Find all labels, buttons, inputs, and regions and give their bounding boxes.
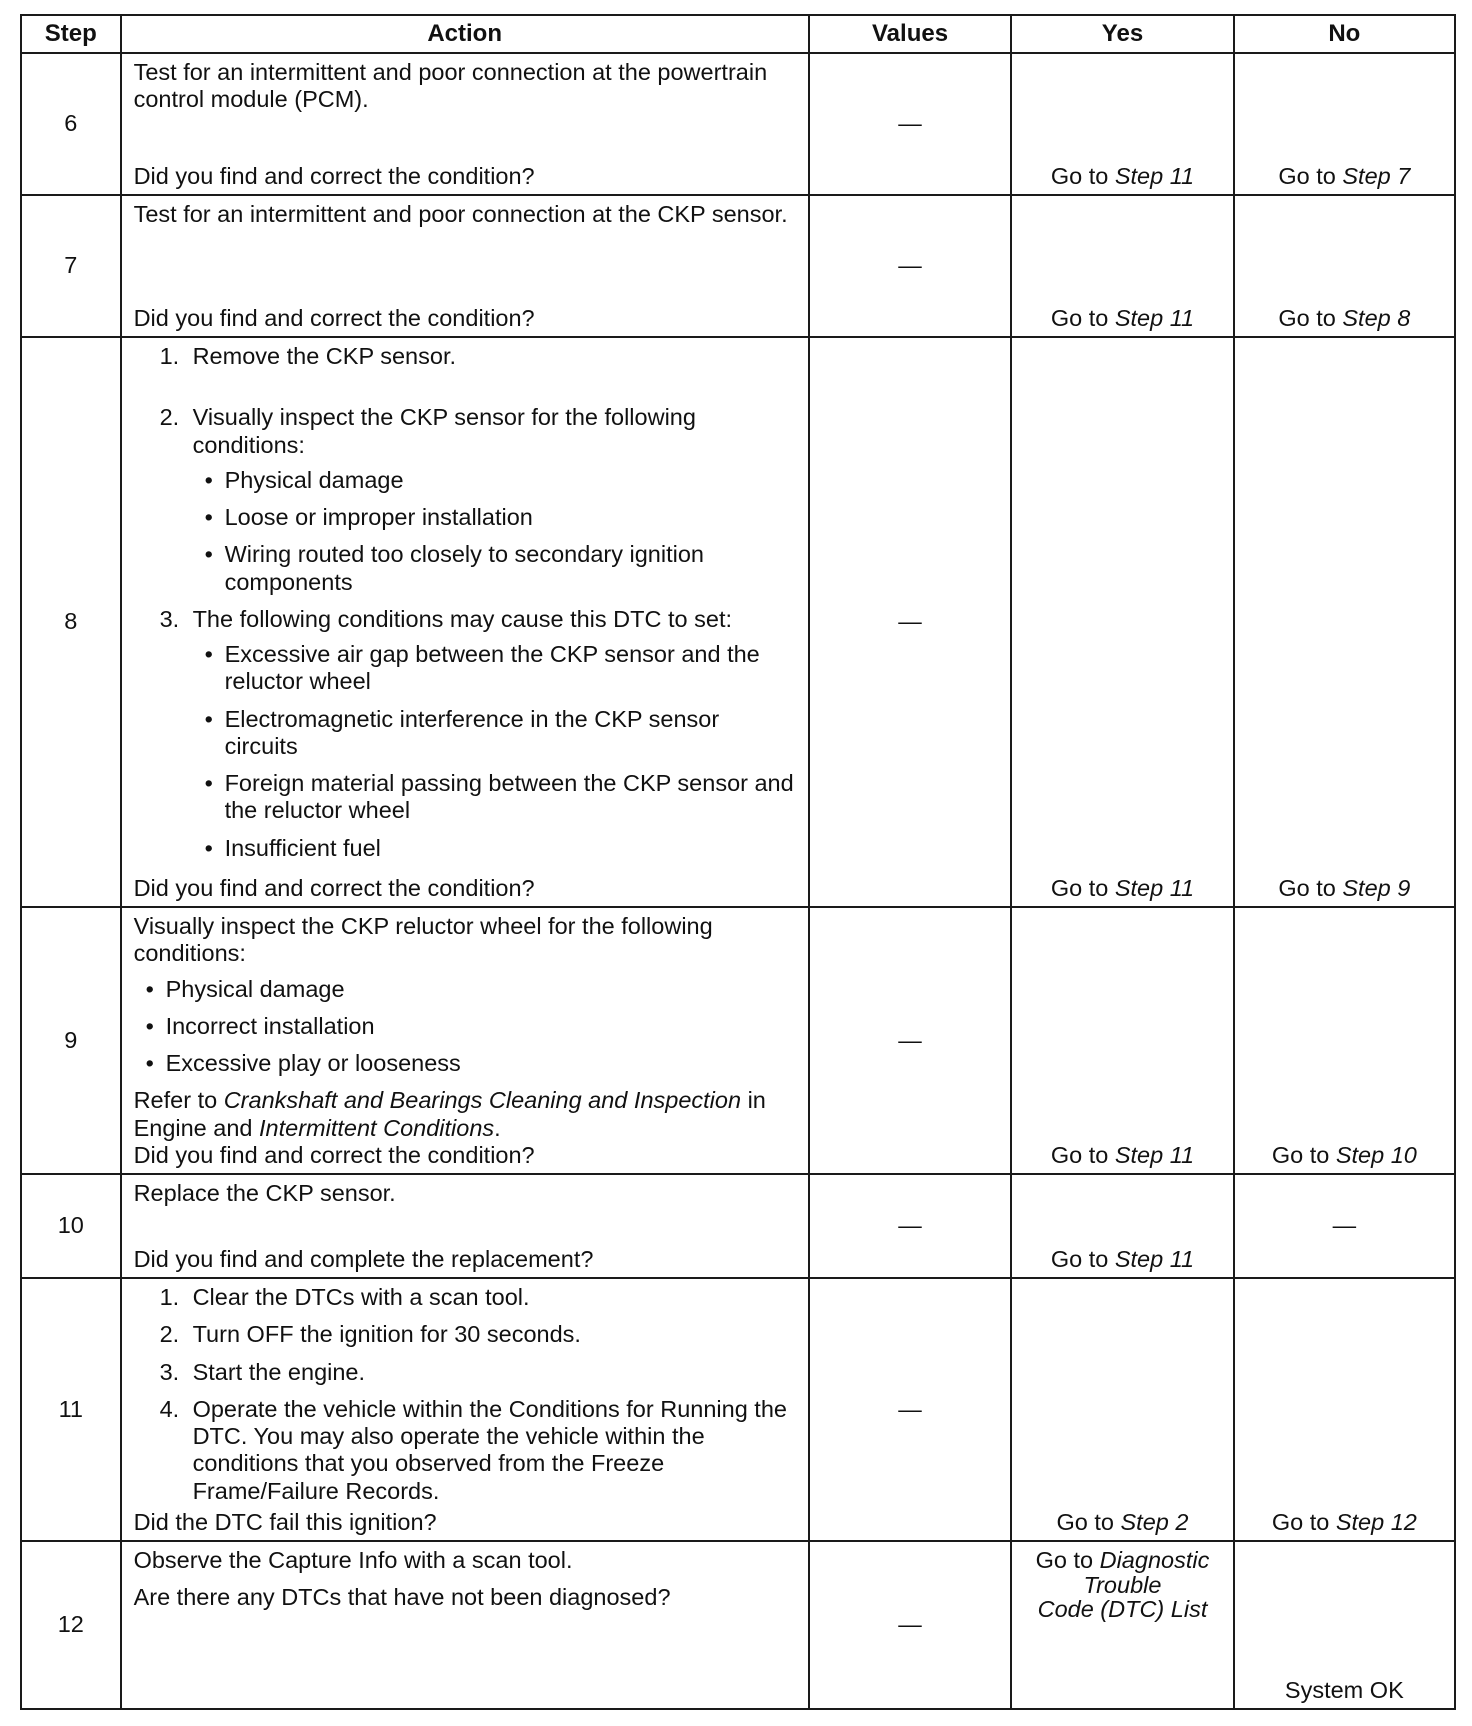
no-cell bbox=[1234, 337, 1455, 907]
values-cell: — bbox=[809, 907, 1011, 1174]
yes-cell bbox=[1011, 907, 1233, 1174]
list-item bbox=[160, 1396, 794, 1505]
step-link-number: 2 bbox=[1175, 1508, 1189, 1535]
action-question: Did you find and complete the replacement? bbox=[133, 1245, 594, 1272]
action-cell bbox=[121, 195, 809, 337]
item-number: 2. bbox=[159, 1321, 180, 1348]
item-text: Remove the CKP sensor. bbox=[192, 343, 457, 369]
step-row-9 bbox=[21, 907, 1455, 1174]
refer-label: Refer to bbox=[133, 1087, 218, 1114]
step-number: 8 bbox=[21, 337, 121, 907]
go-to-text: Go to bbox=[1271, 1141, 1330, 1168]
diagnostic-link-line1[interactable]: Diagnostic bbox=[1099, 1547, 1210, 1573]
step-number: 9 bbox=[21, 907, 121, 1174]
bullet-item: • Excessive air gap between the CKP sensor and the reluctor wheel bbox=[193, 641, 794, 696]
list-item bbox=[160, 1321, 794, 1348]
header-row bbox=[21, 15, 1455, 53]
header-action: Action bbox=[121, 15, 809, 53]
yes-cell bbox=[1011, 195, 1233, 337]
diagnostic-link-line2[interactable]: Trouble bbox=[1083, 1571, 1162, 1598]
step-link-number: 8 bbox=[1397, 304, 1411, 331]
yes-cell bbox=[1011, 1174, 1233, 1278]
yes-cell bbox=[1011, 337, 1233, 907]
step-row-11 bbox=[21, 1278, 1455, 1541]
diagnostic-link-line3[interactable]: Code (DTC) List bbox=[1037, 1596, 1208, 1623]
values-cell: — bbox=[809, 1278, 1011, 1541]
header-yes: Yes bbox=[1011, 15, 1233, 53]
step-link-number: 11 bbox=[1169, 874, 1195, 901]
list-item bbox=[160, 1359, 794, 1386]
go-to-text: Go to bbox=[1050, 1245, 1109, 1272]
step-link-number: 11 bbox=[1169, 162, 1195, 189]
refer-end: . bbox=[494, 1114, 501, 1141]
refer-mid: in Engine and bbox=[133, 1087, 766, 1141]
go-to-text: Go to bbox=[1050, 1141, 1109, 1168]
reference-link-intermittent[interactable]: Intermittent Conditions bbox=[259, 1114, 495, 1141]
yes-cell bbox=[1011, 53, 1233, 195]
item-number: 2. bbox=[159, 404, 180, 431]
action-cell bbox=[121, 1541, 809, 1709]
yes-cell bbox=[1011, 1541, 1233, 1709]
numbered-list bbox=[134, 1284, 794, 1509]
action-question: Are there any DTCs that have not been diagnosed? bbox=[133, 1584, 671, 1611]
step-link-number: 9 bbox=[1397, 874, 1411, 901]
numbered-list bbox=[134, 343, 794, 872]
values-cell: — bbox=[809, 1174, 1011, 1278]
step-link-label: Step bbox=[1342, 874, 1391, 901]
bullet-item: • Incorrect installation bbox=[134, 1013, 794, 1040]
step-link-label: Step bbox=[1114, 1245, 1164, 1272]
no-cell bbox=[1234, 53, 1455, 195]
step-number: 6 bbox=[21, 53, 121, 195]
step-link-label: Step bbox=[1114, 1141, 1164, 1168]
action-text: Test for an intermittent and poor connection at the powertrain control module (PCM). bbox=[133, 59, 768, 113]
action-cell bbox=[121, 337, 809, 907]
go-to-text: Go to bbox=[1035, 1547, 1094, 1573]
header-no: No bbox=[1234, 15, 1455, 53]
step-link-number: 11 bbox=[1169, 1141, 1195, 1168]
step-link-label: Step bbox=[1342, 162, 1391, 189]
go-to-text: Go to bbox=[1278, 162, 1336, 189]
step-row-8 bbox=[21, 337, 1455, 907]
go-to-text: Go to bbox=[1278, 304, 1336, 331]
item-number: 1. bbox=[159, 343, 180, 369]
list-item bbox=[160, 606, 794, 862]
step-link-number: 11 bbox=[1169, 1245, 1195, 1272]
step-link-number: 11 bbox=[1169, 304, 1195, 331]
step-number: 11 bbox=[21, 1278, 121, 1541]
step-link-label: Step bbox=[1120, 1508, 1169, 1535]
step-link-number: 12 bbox=[1390, 1508, 1417, 1535]
item-text: Operate the vehicle within the Conditions for Running the DTC. You may also operate the vehicle within the conditions that you observed from the Freeze Frame/Failure Records. bbox=[192, 1395, 787, 1504]
action-question: Did you find and correct the condition? bbox=[133, 304, 535, 331]
reference-link-crankshaft[interactable]: Crankshaft and Bearings Cleaning and Inspection bbox=[223, 1087, 742, 1114]
step-row-12 bbox=[21, 1541, 1455, 1709]
bullet-item: • Physical damage bbox=[193, 467, 794, 494]
reference-text bbox=[134, 1087, 794, 1142]
action-text: Test for an intermittent and poor connection at the CKP sensor. bbox=[133, 201, 788, 227]
step-link-label: Step bbox=[1342, 304, 1391, 331]
step-row-10 bbox=[21, 1174, 1455, 1278]
header-step: Step bbox=[21, 15, 121, 53]
action-question: Did the DTC fail this ignition? bbox=[133, 1508, 437, 1535]
no-cell bbox=[1234, 195, 1455, 337]
go-to-text: Go to bbox=[1278, 874, 1336, 901]
values-cell: — bbox=[809, 53, 1011, 195]
step-link-label: Step bbox=[1114, 874, 1164, 901]
step-number: 10 bbox=[21, 1174, 121, 1278]
no-cell: System OK bbox=[1234, 1541, 1455, 1709]
item-text: Start the engine. bbox=[192, 1358, 366, 1385]
no-cell: — bbox=[1234, 1174, 1455, 1278]
go-to-text: Go to bbox=[1056, 1508, 1114, 1535]
action-cell bbox=[121, 1278, 809, 1541]
action-cell bbox=[121, 907, 809, 1174]
action-cell bbox=[121, 1174, 809, 1278]
step-row-7 bbox=[21, 195, 1455, 337]
go-to-text: Go to bbox=[1050, 162, 1109, 189]
go-to-text: Go to bbox=[1271, 1508, 1330, 1535]
action-text: Replace the CKP sensor. bbox=[133, 1180, 396, 1206]
step-number: 7 bbox=[21, 195, 121, 337]
bullet-item: • Wiring routed too closely to secondary ignition components bbox=[193, 541, 794, 596]
bullet-list bbox=[193, 641, 794, 862]
values-cell: — bbox=[809, 337, 1011, 907]
action-question: Did you find and correct the condition? bbox=[133, 874, 535, 901]
action-cell bbox=[121, 53, 809, 195]
header-values: Values bbox=[809, 15, 1011, 53]
list-item bbox=[160, 343, 794, 394]
bullet-item: • Electromagnetic interference in the CKP sensor circuits bbox=[193, 706, 794, 761]
step-link-number: 10 bbox=[1390, 1141, 1417, 1168]
bullet-item: • Insufficient fuel bbox=[193, 835, 794, 862]
bullet-item: • Physical damage bbox=[134, 976, 794, 1003]
item-number: 4. bbox=[159, 1395, 180, 1422]
diagnostic-steps-table bbox=[20, 14, 1456, 1710]
bullet-item: • Excessive play or looseness bbox=[134, 1050, 794, 1077]
values-cell: — bbox=[809, 1541, 1011, 1709]
action-text: Visually inspect the CKP reluctor wheel for the following conditions: bbox=[133, 913, 713, 967]
item-text: Turn OFF the ignition for 30 seconds. bbox=[192, 1321, 581, 1348]
action-question: Did you find and correct the condition? bbox=[133, 162, 535, 189]
values-cell: — bbox=[809, 195, 1011, 337]
no-cell bbox=[1234, 1278, 1455, 1541]
go-to-text: Go to bbox=[1050, 874, 1109, 901]
no-cell bbox=[1234, 907, 1455, 1174]
step-link-label: Step bbox=[1335, 1508, 1385, 1535]
yes-cell bbox=[1011, 1278, 1233, 1541]
step-number: 12 bbox=[21, 1541, 121, 1709]
bullet-list bbox=[134, 976, 794, 1082]
step-link-label: Step bbox=[1114, 304, 1164, 331]
action-text: Observe the Capture Info with a scan tool. bbox=[133, 1547, 573, 1573]
list-item bbox=[160, 1284, 794, 1311]
item-text: The following conditions may cause this DTC to set: bbox=[192, 605, 733, 632]
action-question: Did you find and correct the condition? bbox=[133, 1141, 535, 1168]
item-number: 3. bbox=[159, 1358, 180, 1385]
go-to-text: Go to bbox=[1050, 304, 1109, 331]
bullet-item: • Loose or improper installation bbox=[193, 504, 794, 531]
list-item bbox=[160, 404, 794, 596]
item-number: 1. bbox=[159, 1284, 180, 1310]
item-number: 3. bbox=[159, 605, 180, 632]
item-text: Visually inspect the CKP sensor for the following conditions: bbox=[192, 404, 696, 458]
step-row-6 bbox=[21, 53, 1455, 195]
item-text: Clear the DTCs with a scan tool. bbox=[192, 1284, 530, 1310]
bullet-list bbox=[193, 467, 794, 596]
step-link-number: 7 bbox=[1397, 162, 1411, 189]
step-link-label: Step bbox=[1114, 162, 1164, 189]
step-link-label: Step bbox=[1335, 1141, 1385, 1168]
bullet-item: • Foreign material passing between the CKP sensor and the reluctor wheel bbox=[193, 770, 794, 825]
